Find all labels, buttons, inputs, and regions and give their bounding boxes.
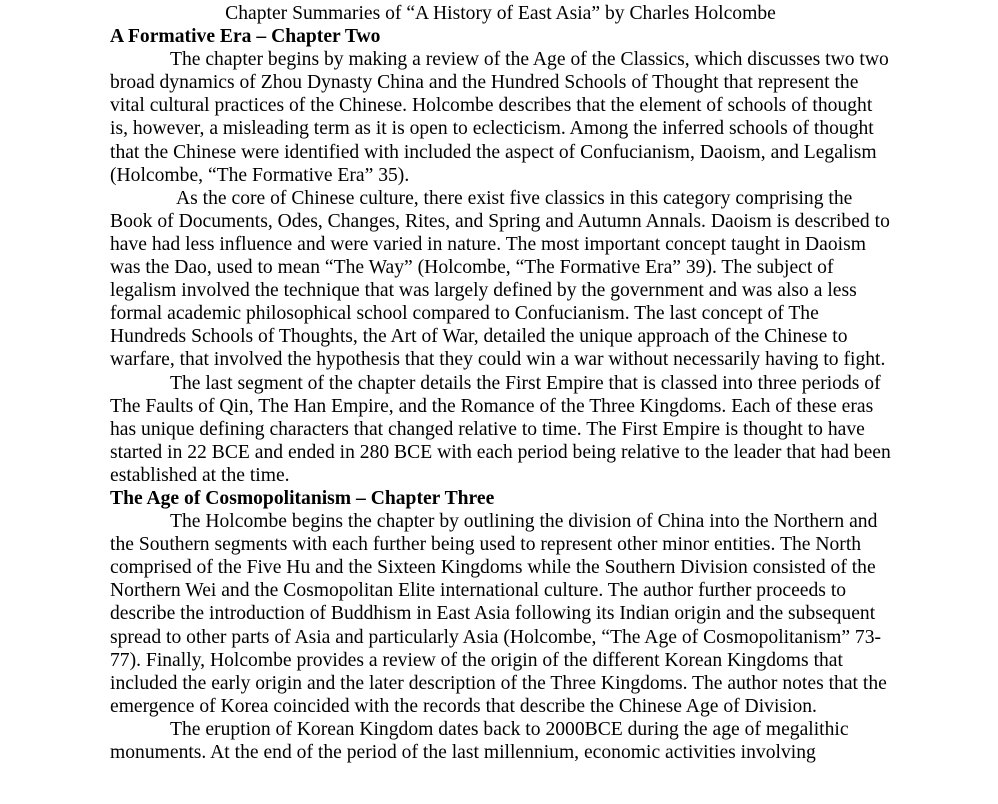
document-text-column [110, 2, 891, 764]
paragraph-formative-era-1: The chapter begins by making a review of the Age of the Classics, which discusses two two broad dynamics of Zhou Dynasty China and the Hundred Schools of Thought that represent the vital cultural practices of the Chinese. Holcombe describes that the element of schools of thought is, however, a misleading term as it is open to eclecticism. Among the inferred schools of thought that the Chinese were identified with included the aspect of Confucianism, Daoism, and Legalism (Holcombe, “The Formative Era” 35). [110, 49, 889, 186]
paragraph-formative-era-3: The last segment of the chapter details the First Empire that is classed into three periods of The Faults of Qin, The Han Empire, and the Romance of the Three Kingdoms. Each of these eras has unique defining characters that changed relative to time. The First Empire is thought to have started in 22 BCE and ended in 280 BCE with each period being relative to the leader that had been established at the time. [110, 372, 891, 486]
paragraph-formative-era-2: As the core of Chinese culture, there exist five classics in this category comprising the Book of Documents, Odes, Changes, Rites, and Spring and Autumn Annals. Daoism is described to have had less influence and were varied in nature. The most important concept taught in Daoism was the Dao, used to mean “The Way” (Holcombe, “The Formative Era” 39). The subject of legalism involved the technique that was largely defined by the government and was also a less formal academic philosophical school compared to Confucianism. The last concept of The Hundreds Schools of Thoughts, the Art of War, detailed the unique approach of the Chinese to warfare, that involved the hypothesis that they could win a war without necessarily having to fight. [110, 187, 890, 371]
paragraph-cosmopolitanism-2: The eruption of Korean Kingdom dates back to 2000BCE during the age of megalithic monuments. At the end of the period of the last millennium, economic activities involving [110, 718, 849, 763]
section-heading-formative-era: A Formative Era – Chapter Two [110, 26, 381, 48]
section-heading-age-of-cosmopolitanism: The Age of Cosmopolitanism – Chapter Three [110, 487, 495, 509]
paragraph-cosmopolitanism-1: The Holcombe begins the chapter by outlining the division of China into the Northern and the Southern segments with each further being used to represent other minor entities. The North comprised of the Five Hu and the Sixteen Kingdoms while the Southern Division consisted of the Northern Wei and the Cosmopolitan Elite international culture. The author further proceeds to describe the introduction of Buddhism in East Asia following its Indian origin and the subsequent spread to other parts of Asia and particularly Asia (Holcombe, “The Age of Cosmopolitanism” 73-77). Finally, Holcombe provides a review of the origin of the different Korean Kingdoms that included the early origin and the later description of the Three Kingdoms. The author notes that the emergence of Korea coincided with the records that describe the Chinese Age of Division. [110, 511, 887, 717]
document-title: Chapter Summaries of “A History of East Asia” by Charles Holcombe [225, 3, 776, 24]
